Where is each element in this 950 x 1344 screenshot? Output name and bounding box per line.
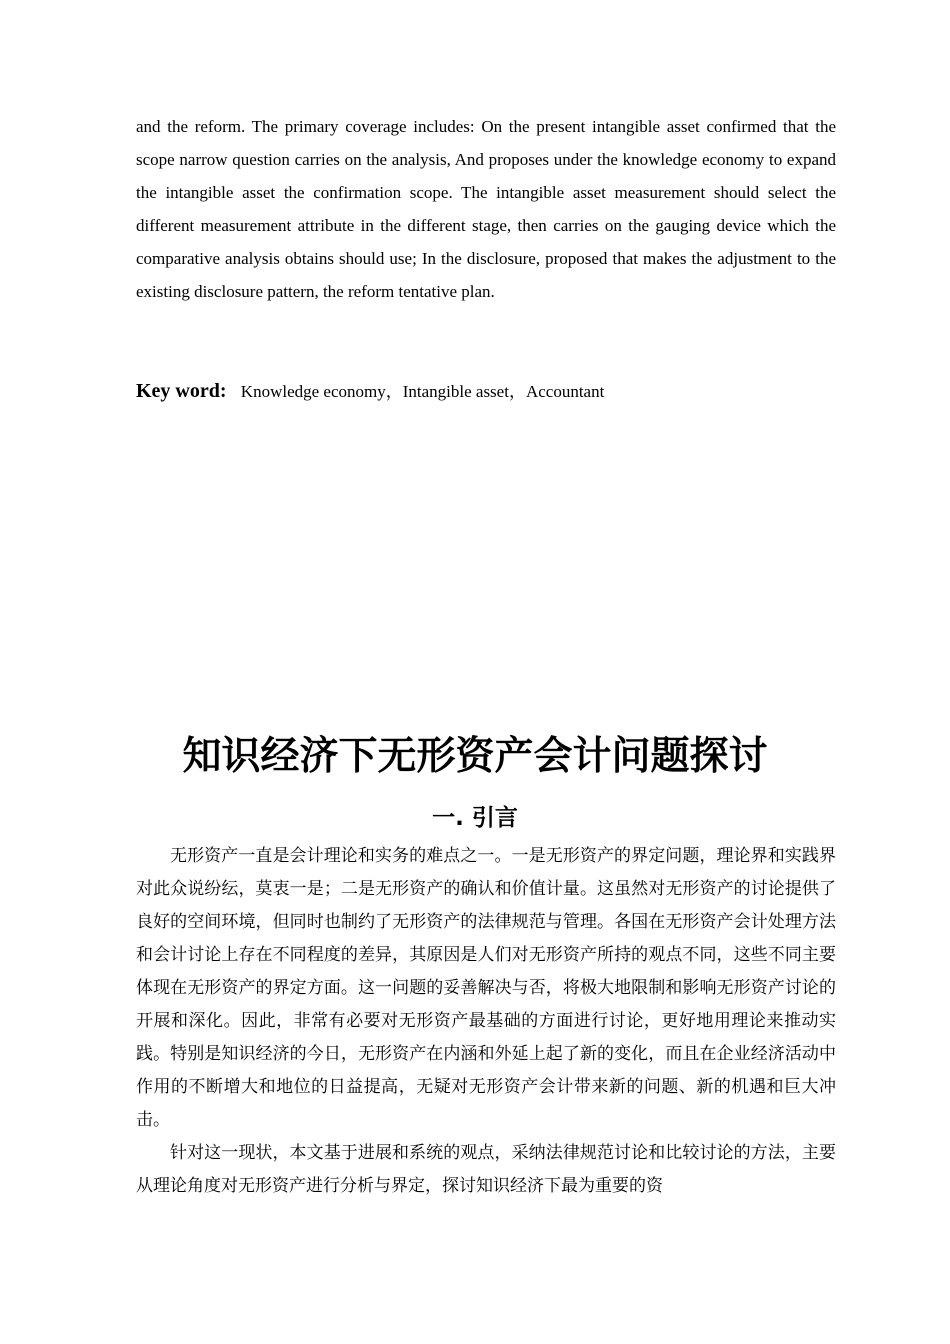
body-paragraph: 无形资产一直是会计理论和实务的难点之一。一是无形资产的界定问题，理论界和实践界对此众说纷纭，莫衷一是；二是无形资产的确认和价值计量。这虽然对无形资产的讨论提供了良好的空间环境，但同时也制约了无形资产的法律规范与管理。各国在无形资产会计处理方法和会计讨论上存在不同程度的差异，其原因是人们对无形资产所持的观点不同，这些不同主要体现在无形资产的界定方面。这一问题的妥善解决与否，将极大地限制和影响无形资产讨论的开展和深化。因此，非常有必要对无形资产最基础的方面进行讨论，更好地用理论来推动实践。特别是知识经济的今日，无形资产在内涵和外延上起了新的变化，而且在企业经济活动中作用的不断增大和地位的日益提高，无疑对无形资产会计带来新的问题、新的机遇和巨大冲击。 xyxy=(136,846,836,1130)
keywords-label: Key word: xyxy=(136,380,227,402)
article-body xyxy=(136,840,836,1203)
body-paragraph: 针对这一现状，本文基于进展和系统的观点，采纳法律规范讨论和比较讨论的方法，主要从理论角度对无形资产进行分析与界定，探讨知识经济下最为重要的资 xyxy=(136,1143,836,1196)
keywords-values: Knowledge economy，Intangible asset，Accountant xyxy=(240,382,605,401)
article-title: 知识经济下无形资产会计问题探讨 xyxy=(182,734,768,779)
abstract-continuation-paragraph: and the reform. The primary coverage includes: On the present intangible asset confirmed that the scope narrow question carries on the analysis, And proposes under the knowledge economy to expand the intangible asset the confirmation scope. The intangible asset measurement should select the different measurement attribute in the different stage, then carries on the gauging device which the comparative analysis obtains should use; In the disclosure, proposed that makes the adjustment to the existing disclosure pattern, the reform tentative plan. xyxy=(136,117,836,301)
keywords-line xyxy=(136,375,836,408)
section-heading-introduction: 一. 引言 xyxy=(432,805,518,831)
